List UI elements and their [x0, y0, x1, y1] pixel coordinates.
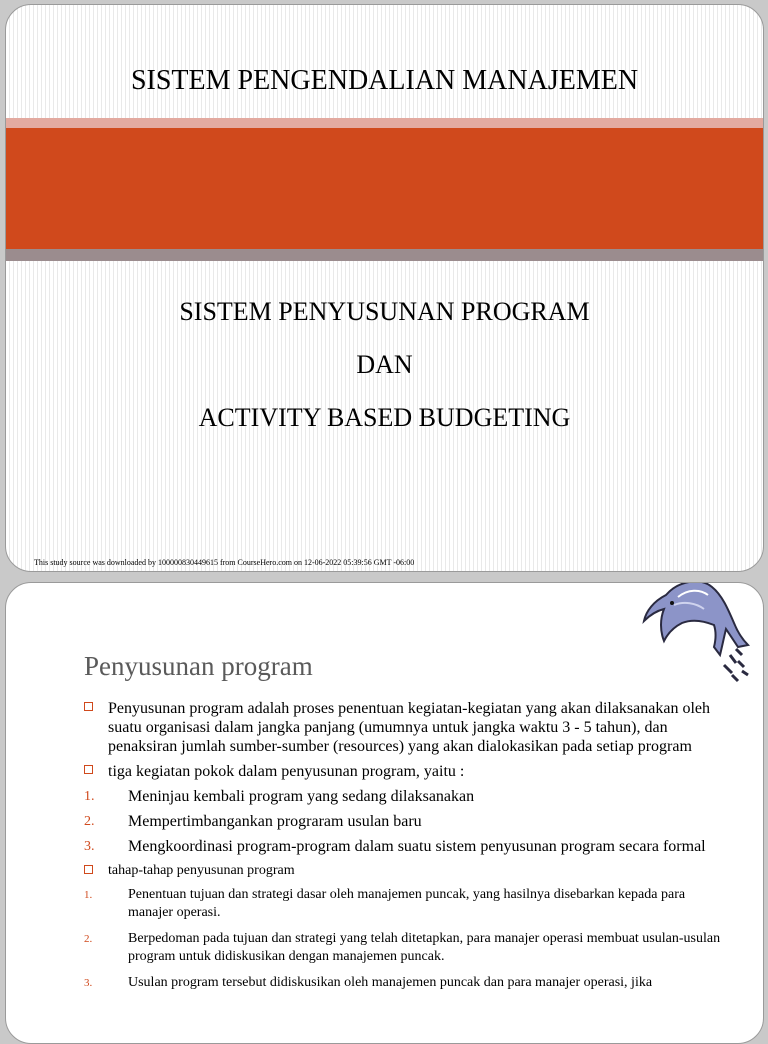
subtitle-line-1: SISTEM PENYUSUNAN PROGRAM — [179, 297, 590, 326]
dolphin-icon — [638, 582, 754, 687]
list-text: Mempertimbangankan prograram usulan baru — [128, 813, 422, 830]
list-item — [84, 930, 730, 966]
decor-band-top — [6, 118, 763, 128]
content-slide — [5, 582, 764, 1044]
list-index: 2. — [84, 933, 93, 945]
subtitle-line-2: DAN — [356, 350, 413, 379]
list-text: Mengkoordinasi program-program dalam suatu sistem penyusunan program secara formal — [128, 838, 706, 855]
list-item — [84, 787, 730, 806]
list-item — [84, 886, 730, 922]
list-index: 1. — [84, 789, 95, 804]
list-text: Berpedoman pada tujuan dan strategi yang telah ditetapkan, para manajer operasi membuat usulan-usulan program untuk didiskusikan dengan manajemen puncak. — [128, 931, 721, 964]
bullet-text: tiga kegiatan pokok dalam penyusunan program, yaitu : — [108, 763, 465, 780]
list-item — [84, 837, 730, 856]
bullet-activities — [84, 762, 730, 781]
source-footnote: This study source was downloaded by 100000830449615 from CourseHero.com on 12-06-2022 05:39:56 GMT -06:00 — [34, 558, 415, 567]
title-slide — [5, 4, 764, 572]
slide-heading: Penyusunan program — [84, 651, 313, 681]
subtitle-line-3: ACTIVITY BASED BUDGETING — [198, 403, 571, 432]
bullet-text: tahap-tahap penyusunan program — [108, 863, 295, 878]
square-bullet-icon — [84, 702, 93, 711]
list-index: 1. — [84, 889, 93, 901]
list-item — [84, 974, 730, 992]
list-index: 3. — [84, 977, 93, 989]
list-text: Meninjau kembali program yang sedang dilaksanakan — [128, 788, 475, 805]
list-item — [84, 812, 730, 831]
slide-body — [84, 699, 730, 1000]
list-text: Usulan program tersebut didiskusikan oleh manajemen puncak dan para manajer operasi, jika — [128, 975, 653, 990]
square-bullet-icon — [84, 865, 93, 874]
decor-band-bottom — [6, 249, 763, 261]
bullet-text: Penyusunan program adalah proses penentuan kegiatan-kegiatan yang akan dilaksanakan oleh suatu organisasi dalam jangka panjang (umumnya untuk jangka waktu 3 - 5 tahun), dan penaksiran jumlah sumber-sumber (resources) yang akan dialokasikan pada setiap program — [108, 700, 711, 755]
bullet-definition — [84, 699, 730, 756]
decor-band-accent — [6, 128, 763, 249]
list-index: 2. — [84, 814, 95, 829]
square-bullet-icon — [84, 765, 93, 774]
list-text: Penentuan tujuan dan strategi dasar oleh manajemen puncak, yang hasilnya disebarkan kepada para manajer operasi. — [128, 887, 686, 920]
list-index: 3. — [84, 839, 95, 854]
bullet-stages — [84, 862, 730, 880]
slide-title: SISTEM PENGENDALIAN MANAJEMEN — [130, 65, 639, 96]
